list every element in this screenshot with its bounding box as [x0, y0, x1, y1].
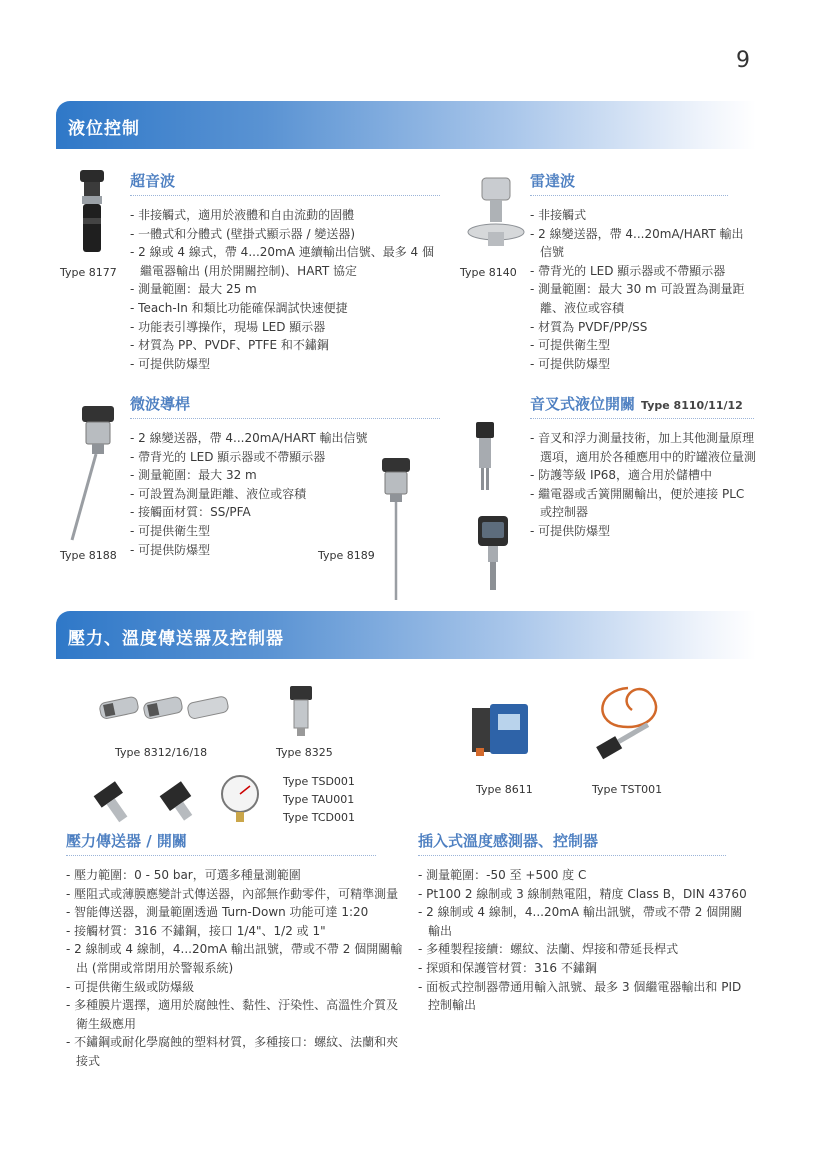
subsection-heading-pressure: 壓力傳送器 / 開關 — [66, 830, 376, 856]
guided-microwave-sensor-8188-image — [66, 404, 122, 544]
feature-item: - 2 線變送器，帶 4...20mA/HART 輸出信號 — [130, 429, 420, 448]
feature-item: - 智能傳送器，測量範圍透過 Turn-Down 功能可達 1:20 — [66, 903, 406, 922]
feature-item: - 測量範圍：-50 至 +500 度 C — [418, 866, 752, 885]
pressure-transmitter-8312-image — [98, 692, 230, 724]
feature-item: - 可提供衛生型 — [530, 336, 754, 355]
type-label: Type TSD001 — [283, 775, 355, 788]
feature-item: - 帶背光的 LED 顯示器或不帶顯示器 — [130, 448, 420, 467]
pressure-feature-list — [66, 866, 406, 1071]
feature-item: - 測量範圍：最大 32 m — [130, 466, 420, 485]
feature-item: - 可提供防爆型 — [130, 355, 445, 374]
feature-item: - 材質為 PVDF/PP/SS — [530, 318, 754, 337]
subsection-heading-radar: 雷達波 — [530, 170, 728, 196]
feature-item: - 繼電器或舌簧開關輸出，便於連接 PLC 或控制器 — [530, 485, 758, 522]
feature-item: - 可提供衛生級或防爆級 — [66, 978, 406, 997]
feature-item: - 測量範圍：最大 30 m 可設置為測量距離、液位或容積 — [530, 280, 754, 317]
feature-item: - 功能表引導操作，現場 LED 顯示器 — [130, 318, 445, 337]
feature-item: - 探頭和保護管材質：316 不鏽鋼 — [418, 959, 752, 978]
feature-item: - 2 線制或 4 線制，4...20mA 輸出訊號，帶或不帶 2 個開關輸出 (常開或常閉用於警報系統) — [66, 940, 406, 977]
feature-item: - 壓阻式或薄膜應變計式傳送器，內部無作動零件，可精準測量 — [66, 885, 406, 904]
type-label: Type 8325 — [276, 746, 333, 759]
type-label: Type 8140 — [460, 266, 517, 279]
pressure-switch-gauge-images — [82, 772, 262, 824]
type-label: Type TST001 — [592, 783, 663, 796]
temperature-sensor-tst001-image — [588, 680, 670, 772]
microwave-feature-list — [130, 429, 420, 559]
type-label: Type 8188 — [60, 549, 117, 562]
feature-item: - 可提供防爆型 — [130, 541, 420, 560]
section-title: 壓力、溫度傳送器及控制器 — [68, 629, 284, 649]
feature-item: - 非接觸式 — [530, 206, 754, 225]
temperature-controller-8611-image — [470, 700, 530, 760]
feature-item: - 可設置為測量距離、液位或容積 — [130, 485, 420, 504]
feature-item: - 面板式控制器帶通用輸入訊號、最多 3 個繼電器輸出和 PID 控制輸出 — [418, 978, 752, 1015]
section-title: 液位控制 — [68, 119, 140, 139]
radar-feature-list — [530, 206, 754, 373]
feature-item: - 接觸面材質：SS/PFA — [130, 503, 420, 522]
feature-item: - Pt100 2 線制或 3 線制熱電阻，精度 Class B，DIN 43760 — [418, 885, 752, 904]
feature-item: - 防護等級 IP68，適合用於儲槽中 — [530, 466, 758, 485]
tuning-fork-switch-image — [470, 420, 500, 492]
feature-item: - 材質為 PP、PVDF、PTFE 和不鏽鋼 — [130, 336, 445, 355]
subsection-heading-tuning-fork — [530, 393, 754, 419]
ultrasonic-feature-list — [130, 206, 445, 373]
temperature-feature-list — [418, 866, 752, 1015]
feature-item: - 可提供衛生型 — [130, 522, 420, 541]
type-label: Type 8611 — [476, 783, 533, 796]
feature-item: - 帶背光的 LED 顯示器或不帶顯示器 — [530, 262, 754, 281]
page-number: 9 — [736, 48, 750, 73]
subsection-title: 音叉式液位開關 — [530, 395, 636, 413]
subsection-heading-microwave: 微波導桿 — [130, 393, 440, 419]
feature-item: - 可提供防爆型 — [530, 355, 754, 374]
type-label: Type TAU001 — [283, 793, 355, 806]
type-label: Type 8110/11/12 — [641, 399, 743, 412]
feature-item: - 多種膜片選擇，適用於腐蝕性、黏性、汙染性、高溫性介質及衛生級應用 — [66, 996, 406, 1033]
feature-item: - 可提供防爆型 — [530, 522, 758, 541]
pressure-transmitter-8325-image — [286, 684, 316, 738]
feature-item: - 不鏽鋼或耐化學腐蝕的塑料材質，多種接口：螺紋、法蘭和夾接式 — [66, 1033, 406, 1070]
section-banner-pressure-temperature — [56, 611, 756, 659]
type-label: Type 8189 — [318, 549, 375, 562]
feature-item: - 壓力範圍：0 - 50 bar，可選多種量測範圍 — [66, 866, 406, 885]
subsection-heading-ultrasonic: 超音波 — [130, 170, 440, 196]
ultrasonic-sensor-image — [72, 168, 112, 256]
tuning-fork-feature-list — [530, 429, 758, 541]
float-switch-image — [474, 514, 514, 592]
feature-item: - 2 線變送器，帶 4...20mA/HART 輸出信號 — [530, 225, 754, 262]
feature-item: - 2 線或 4 線式，帶 4...20mA 連續輸出信號、最多 4 個繼電器輸出 (用於開關控制)、HART 協定 — [130, 243, 445, 280]
subsection-heading-temperature: 插入式溫度感測器、控制器 — [418, 830, 726, 856]
feature-item: - 一體式和分體式 (壁掛式顯示器 / 變送器) — [130, 225, 445, 244]
feature-item: - Teach-In 和類比功能確保調試快速便捷 — [130, 299, 445, 318]
feature-item: - 接觸材質：316 不鏽鋼，接口 1/4"、1/2 或 1" — [66, 922, 406, 941]
feature-item: - 非接觸式，適用於液體和自由流動的固體 — [130, 206, 445, 225]
feature-item: - 多種製程接續：螺紋、法蘭、焊接和帶延長桿式 — [418, 940, 752, 959]
feature-item: - 音叉和浮力測量技術，加上其他測量原理選項，適用於各種應用中的貯罐液位量測 — [530, 429, 758, 466]
type-label: Type TCD001 — [283, 811, 355, 824]
radar-sensor-image — [466, 176, 526, 250]
feature-item: - 測量範圍：最大 25 m — [130, 280, 445, 299]
feature-item: - 2 線制或 4 線制，4...20mA 輸出訊號，帶或不帶 2 個開關輸出 — [418, 903, 752, 940]
type-label: Type 8177 — [60, 266, 117, 279]
type-label: Type 8312/16/18 — [115, 746, 208, 759]
section-banner-level-control — [56, 101, 756, 149]
